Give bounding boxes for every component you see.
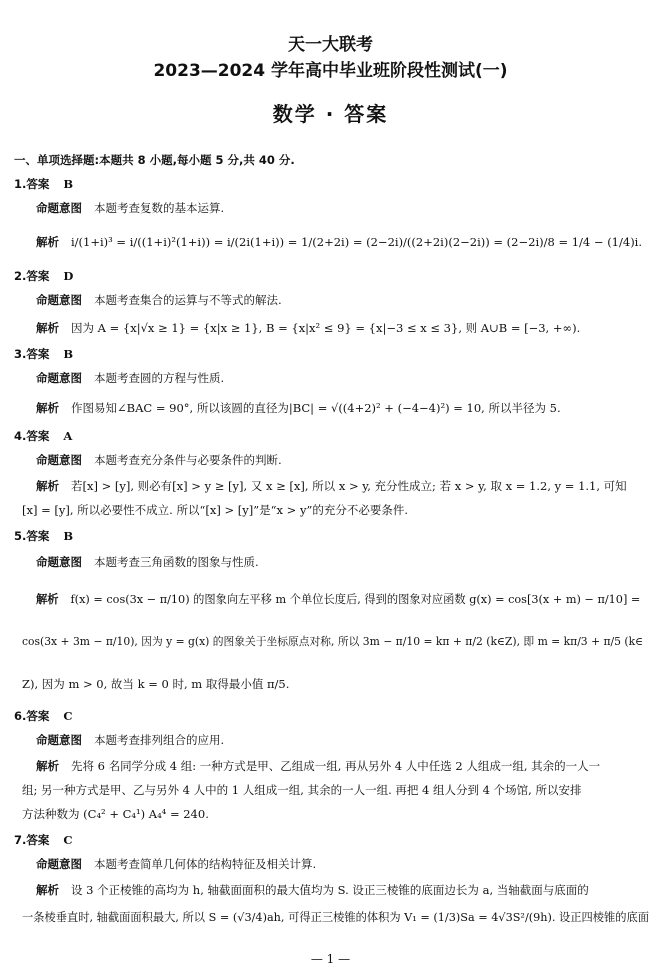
q6-num: 6. — [14, 709, 27, 723]
q7-analysis-label: 解析 — [36, 883, 59, 897]
q3-intent: 本题考查圆的方程与性质. — [94, 371, 225, 385]
q5-num: 5. — [14, 529, 27, 543]
q3-analysis-label: 解析 — [36, 401, 59, 415]
header-exam: 2023—2024 学年高中毕业班阶段性测试(一) — [153, 61, 508, 81]
q5-analysis-line: f(x) = cos(3x − π/10) 的图象向左平移 m 个单位长度后, 得到的图象对应函数 g(x) = cos[3(x + m) − π/10] = — [70, 593, 641, 606]
q2-intent: 本题考查集合的运算与不等式的解法. — [94, 293, 282, 307]
section-heading: 一、单项选择题:本题共 8 小题,每小题 5 分,共 40 分. — [14, 153, 295, 167]
q3-intent-label: 命题意图 — [36, 371, 82, 385]
q6-answer-label: 答案 — [26, 709, 50, 723]
q2-analysis-line: 因为 A = {x|√x ≥ 1} = {x|x ≥ 1}, B = {x|x² ≤ 9} = {x|−3 ≤ x ≤ 3}, 则 A∪B = [−3, +∞). — [71, 321, 581, 335]
q3-answer-label: 答案 — [26, 347, 50, 361]
q7-answer-row — [14, 832, 653, 848]
q6-analysis-line-3: 方法种数为 (C₄² + C₄¹) A₄⁴ = 240. — [22, 807, 209, 821]
q5-intent-label: 命题意图 — [36, 555, 82, 569]
q2-num: 2. — [14, 269, 27, 283]
q4-analysis-row — [36, 478, 653, 494]
q5-answer-label: 答案 — [26, 529, 50, 543]
page-number: — 1 — — [310, 952, 351, 966]
q6-analysis-label: 解析 — [36, 759, 59, 773]
q1-analysis-row — [36, 234, 653, 250]
q7-answer-label: 答案 — [26, 833, 50, 847]
q3-answer: B — [63, 347, 74, 361]
q4-intent: 本题考查充分条件与必要条件的判断. — [94, 453, 282, 467]
q7-analysis-line-2: 一条棱垂直时, 轴截面面积最大, 所以 S = (√3/4)ah, 可得正三棱锥的体积为 V₁ = (1/3)Sa = 4√3S²/(9h). 设正四棱锥的底面 — [22, 911, 650, 924]
q6-answer-row — [14, 708, 653, 724]
q1-analysis-label: 解析 — [36, 235, 59, 249]
q2-answer: D — [63, 269, 74, 283]
q7-intent-row — [36, 856, 653, 872]
q2-analysis-row — [36, 320, 653, 336]
q1-answer: B — [63, 177, 74, 191]
q7-analysis-line: 设 3 个正棱锥的高均为 h, 轴截面面积的最大值均为 S. 设正三棱锥的底面边长为 a, 当轴截面与底面的 — [71, 883, 589, 897]
q4-intent-row — [36, 452, 653, 468]
q6-analysis-line: 先将 6 名同学分成 4 组: 一种方式是甲、乙组成一组, 再从另外 4 人中任选 2 人组成一组, 其余的一人一 — [71, 759, 601, 773]
q3-num: 3. — [14, 347, 27, 361]
q7-answer: C — [63, 833, 73, 847]
q6-intent: 本题考查排列组合的应用. — [94, 733, 225, 747]
q6-analysis-line-2: 组; 另一种方式是甲、乙与另外 4 人中的 1 人组成一组, 其余的一人一组. 再把 4 组人分到 4 个场馆, 所以安排 — [22, 783, 582, 797]
q5-intent-row — [36, 554, 653, 570]
header-subject: 数学 · 答案 — [272, 102, 389, 126]
q4-analysis-line: 若[x] > [y], 则必有[x] > y ≥ [y], 又 x ≥ [x], 所以 x > y, 充分性成立; 若 x > y, 取 x = 1.2, y = 1.1, 可知 — [71, 479, 627, 493]
q1-intent-row — [36, 200, 653, 216]
q5-analysis-line-3: Z), 因为 m > 0, 故当 k = 0 时, m 取得最小值 π/5. — [22, 677, 290, 691]
q4-analysis-label: 解析 — [36, 479, 59, 493]
q4-answer-row — [14, 428, 653, 444]
q3-intent-row — [36, 370, 653, 386]
q2-answer-label: 答案 — [26, 269, 50, 283]
q2-answer-row — [14, 268, 653, 284]
q3-answer-row — [14, 346, 653, 362]
q3-analysis-line: 作图易知∠BAC = 90°, 所以该圆的直径为|BC| = √((4+2)² + (−4−4)²) = 10, 所以半径为 5. — [71, 401, 561, 415]
q1-intent: 本题考查复数的基本运算. — [94, 201, 225, 215]
q5-answer: B — [63, 529, 74, 543]
q7-intent: 本题考查简单几何体的结构特征及相关计算. — [94, 857, 317, 871]
q3-analysis-row — [36, 400, 653, 416]
q4-intent-label: 命题意图 — [36, 453, 82, 467]
q1-num: 1. — [14, 177, 27, 191]
q5-answer-row — [14, 528, 653, 544]
q5-intent: 本题考查三角函数的图象与性质. — [94, 555, 259, 569]
q1-answer-label: 答案 — [26, 177, 50, 191]
q6-analysis-row — [36, 758, 653, 774]
q4-num: 4. — [14, 429, 27, 443]
q5-analysis-row — [36, 592, 653, 608]
q5-analysis-line-2: cos(3x + 3m − π/10), 因为 y = g(x) 的图象关于坐标原点对称, 所以 3m − π/10 = kπ + π/2 (k∈Z), 即 m = kπ/3 + π/5 (k∈ — [22, 635, 644, 648]
header-org: 天一大联考 — [288, 35, 373, 55]
q5-analysis-label: 解析 — [36, 593, 59, 606]
q6-answer: C — [63, 709, 73, 723]
q7-num: 7. — [14, 833, 27, 847]
q4-analysis-line-2: [x] = [y], 所以必要性不成立. 所以“[x] > [y]”是“x > y”的充分不必要条件. — [22, 503, 408, 517]
q2-intent-label: 命题意图 — [36, 293, 82, 307]
q7-analysis-row — [36, 882, 653, 898]
q1-intent-label: 命题意图 — [36, 201, 82, 215]
q1-answer-row — [14, 176, 653, 192]
q2-intent-row — [36, 292, 653, 308]
q6-intent-row — [36, 732, 653, 748]
q4-answer: A — [63, 429, 73, 443]
q4-answer-label: 答案 — [26, 429, 50, 443]
q1-analysis-line: i/(1+i)³ = i/((1+i)²(1+i)) = i/(2i(1+i)) = 1/(2+2i) = (2−2i)/((2+2i)(2−2i)) = (2−2i)/8 = 1/4 − (1/4)i. — [71, 235, 643, 249]
q2-analysis-label: 解析 — [36, 321, 59, 335]
q7-intent-label: 命题意图 — [36, 857, 82, 871]
q6-intent-label: 命题意图 — [36, 733, 82, 747]
